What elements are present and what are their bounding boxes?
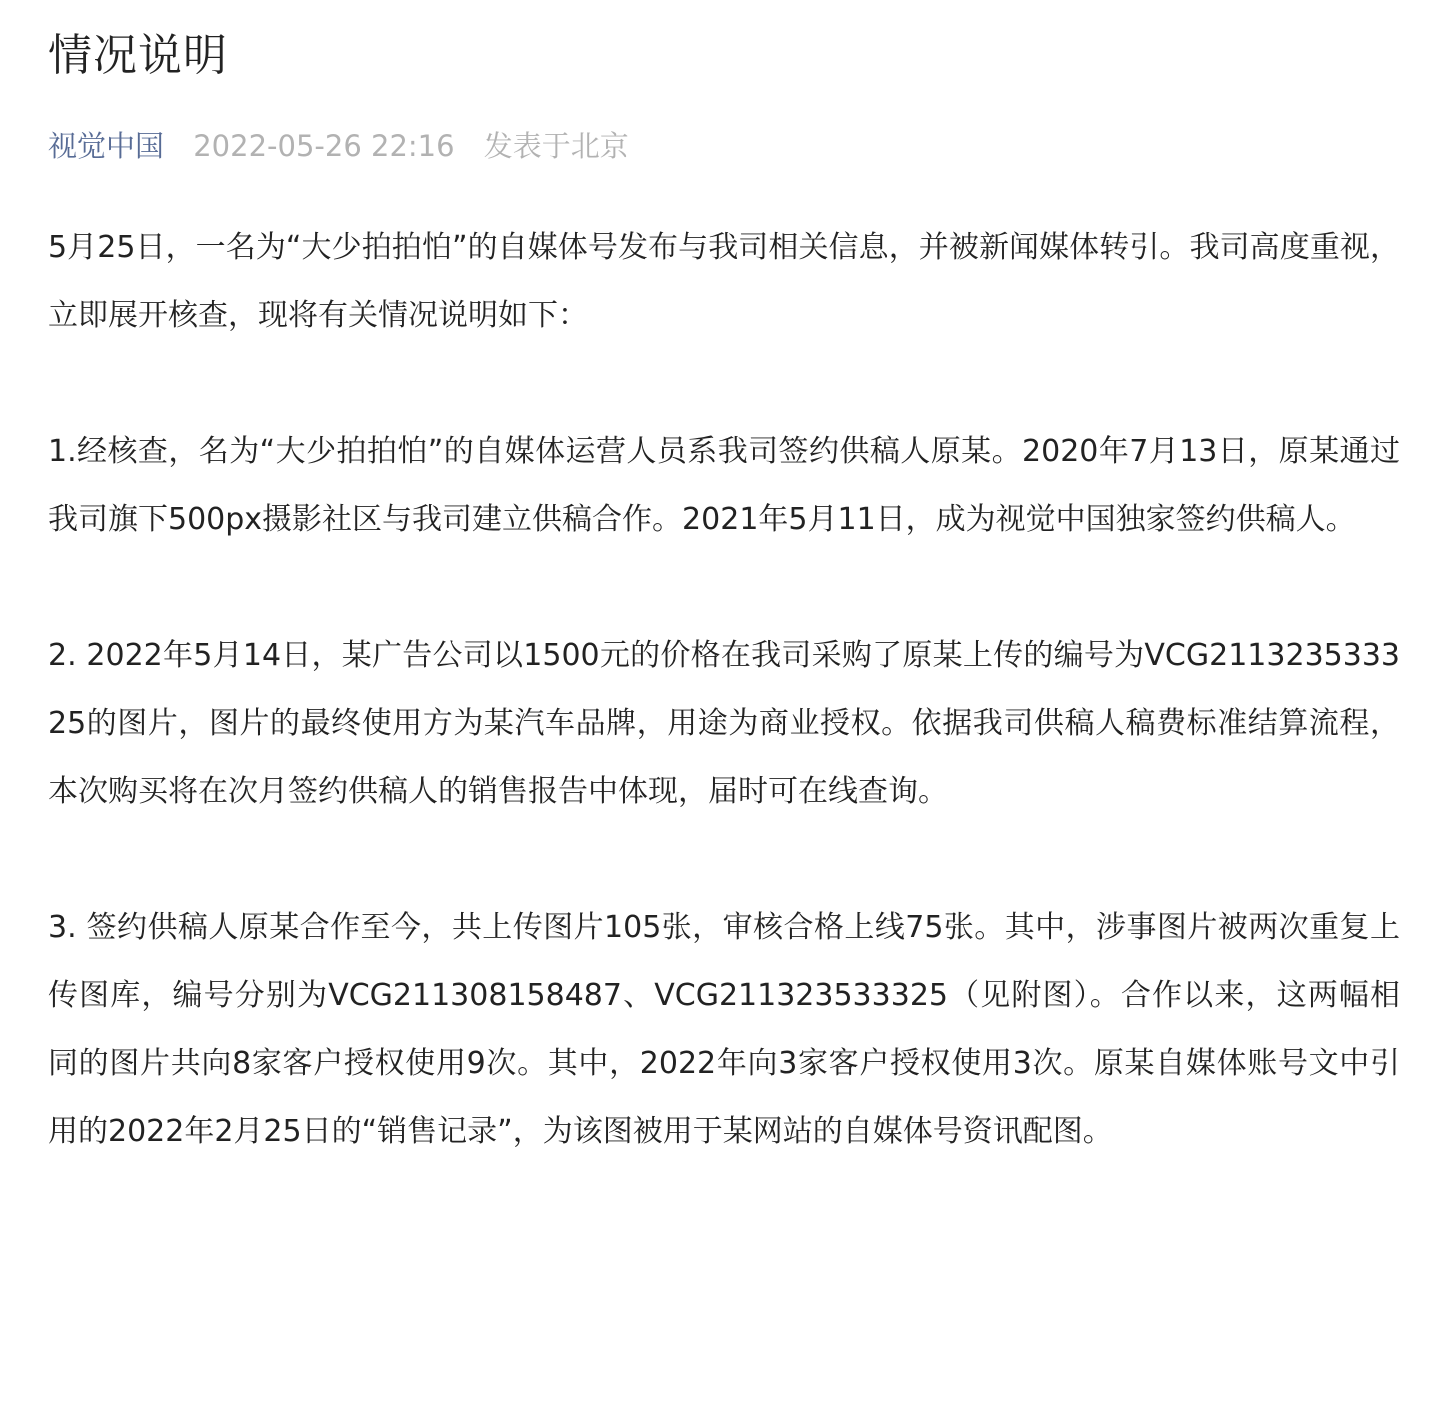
paragraph-point-2: 2. 2022年5月14日，某广告公司以1500元的价格在我司采购了原某上传的编号为VCG211323533325的图片，图片的最终使用方为某汽车品牌，用途为商业授权。依据我司供稿人稿费标准结算流程，本次购买将在次月签约供稿人的销售报告中体现，届时可在线查询。 [48,638,1400,809]
article-content [48,214,1400,1166]
paragraph-spacer [48,554,1400,622]
paragraph-point-3: 3. 签约供稿人原某合作至今，共上传图片105张，审核合格上线75张。其中，涉事图片被两次重复上传图库，编号分别为VCG211308158487、VCG211323533325（见附图）。合作以来，这两幅相同的图片共向8家客户授权使用9次。其中，2022年向3家客户授权使用3次。原某自媒体账号文中引用的2022年2月25日的“销售记录”，为该图被用于某网站的自媒体号资讯配图。 [48,910,1400,1149]
publish-location: 发表于北京 [483,129,629,163]
paragraph-intro: 5月25日，一名为“大少拍拍怕”的自媒体号发布与我司相关信息，并被新闻媒体转引。我司高度重视，立即展开核查，现将有关情况说明如下： [48,230,1400,333]
account-name-link[interactable]: 视觉中国 [48,129,165,163]
publish-time: 2022-05-26 22:16 [193,129,455,163]
paragraph-point-1: 1.经核查，名为“大少拍拍怕”的自媒体运营人员系我司签约供稿人原某。2020年7月13日，原某通过我司旗下500px摄影社区与我司建立供稿合作。2021年5月11日，成为视觉中国独家签约供稿人。 [48,434,1400,537]
article-title: 情况说明 [48,30,228,81]
article-meta [48,128,1400,164]
paragraph-spacer [48,826,1400,894]
paragraph-spacer [48,350,1400,418]
